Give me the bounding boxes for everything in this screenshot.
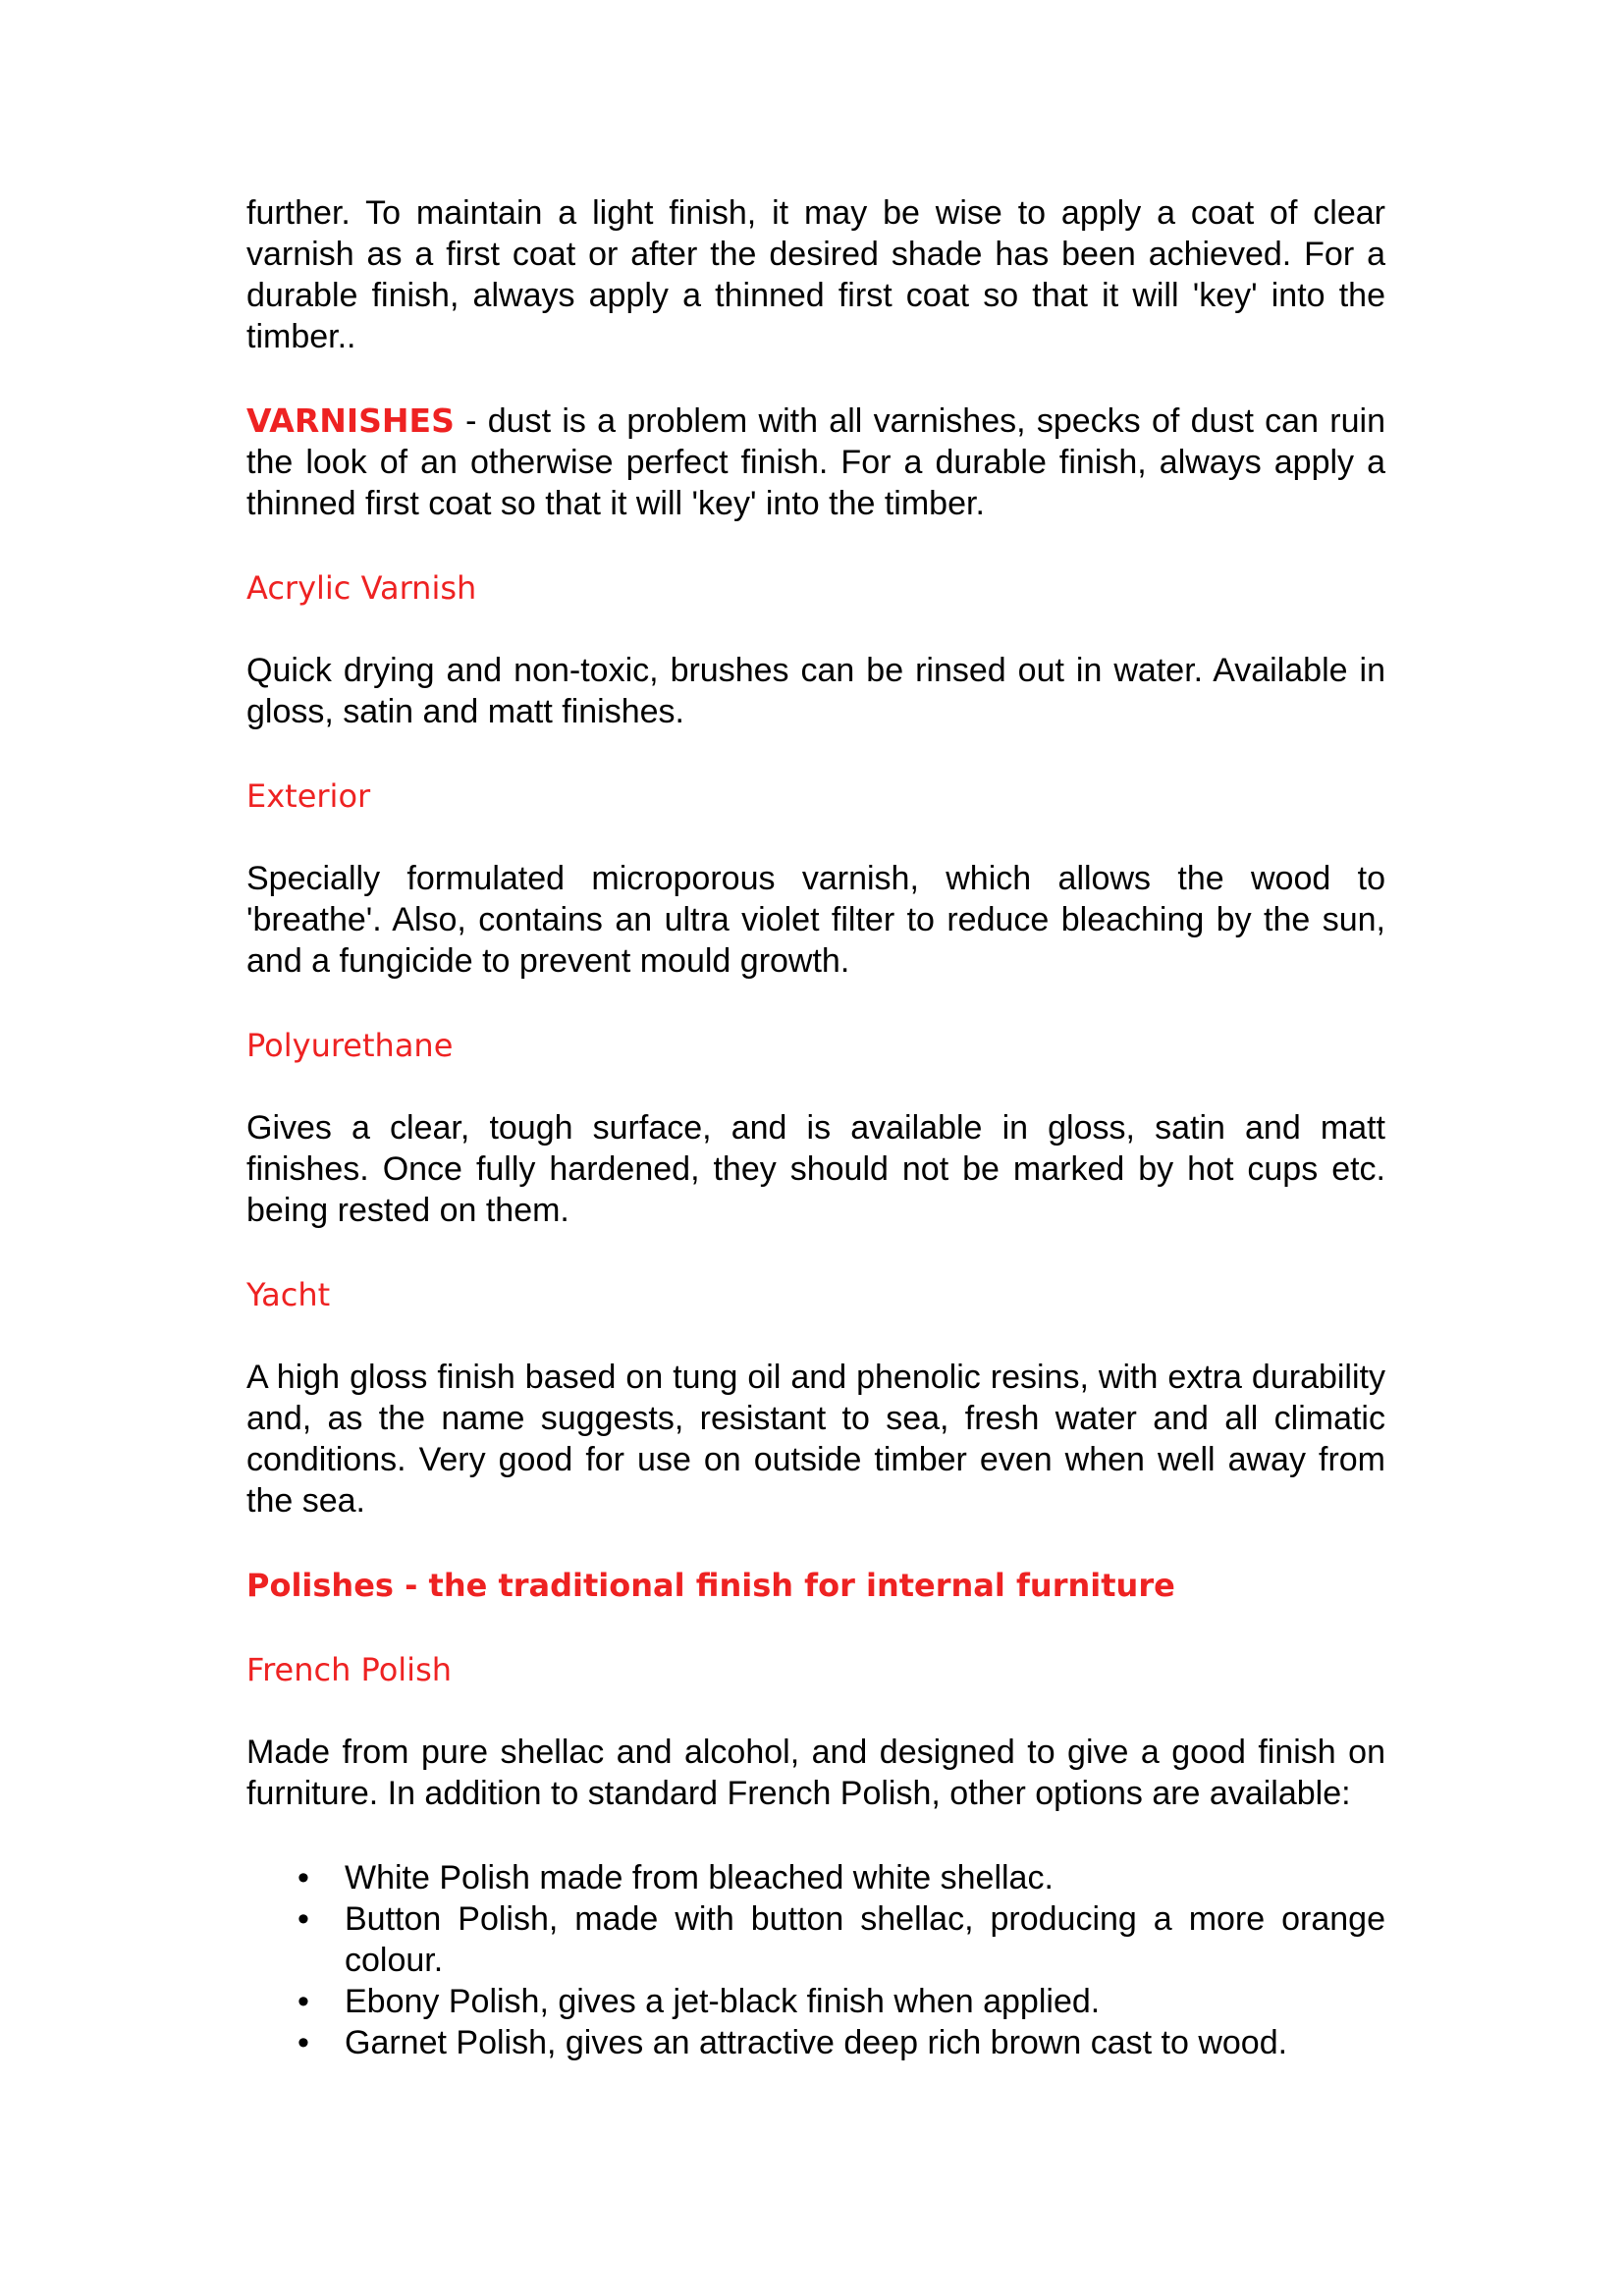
document-page — [246, 192, 1385, 2063]
section-text-acrylic-varnish: Quick drying and non-toxic, brushes can be rinsed out in water. Available in gloss, satin and matt finishes. — [246, 652, 1385, 730]
list-item — [246, 1981, 1385, 2022]
bullet-icon: • — [298, 1900, 309, 1938]
section-heading-yacht: Yacht — [246, 1276, 331, 1313]
list-item-text: Button Polish, made with button shellac, producing a more orange colour. — [345, 1900, 1385, 1979]
varnishes-paragraph — [246, 400, 1385, 524]
varnishes-lead: VARNISHES — [246, 401, 455, 440]
section-text-exterior: Specially formulated microporous varnish, which allows the wood to 'breathe'. Also, contains an ultra violet filter to reduce bleaching by the sun, and a fungicide to prevent mould growth. — [246, 860, 1385, 980]
section-text-yacht: A high gloss finish based on tung oil and phenolic resins, with extra durability and, as the name suggests, resistant to sea, fresh water and all climatic conditions. Very good for use on outside timber even when well away from the sea. — [246, 1359, 1385, 1520]
spacer — [246, 1231, 1385, 1274]
spacer — [246, 357, 1385, 400]
spacer — [246, 817, 1385, 858]
polishes-heading: Polishes - the traditional finish for internal furniture — [246, 1567, 1175, 1604]
spacer — [246, 1066, 1385, 1107]
list-item-text: Garnet Polish, gives an attractive deep rich brown cast to wood. — [345, 2024, 1288, 2061]
spacer — [246, 982, 1385, 1025]
bullet-icon: • — [298, 2024, 309, 2061]
polish-options-list — [246, 1857, 1385, 2063]
list-item — [246, 1898, 1385, 1981]
spacer — [246, 1814, 1385, 1857]
section-text-polyurethane: Gives a clear, tough surface, and is available in gloss, satin and matt finishes. Once fully hardened, they should not be marked by hot cups etc. being rested on them. — [246, 1109, 1385, 1229]
french-polish-text: Made from pure shellac and alcohol, and designed to give a good finish on furniture. In addition to standard French Polish, other options are available: — [246, 1734, 1385, 1812]
bullet-icon: • — [298, 1859, 309, 1896]
section-heading-polyurethane: Polyurethane — [246, 1027, 454, 1064]
spacer — [246, 609, 1385, 650]
spacer — [246, 524, 1385, 567]
list-item-text: Ebony Polish, gives a jet-black finish when applied. — [345, 1983, 1101, 2020]
list-item — [246, 1857, 1385, 1898]
spacer — [246, 1690, 1385, 1732]
intro-paragraph: further. To maintain a light finish, it may be wise to apply a coat of clear varnish as a first coat or after the desired shade has been achieved. For a durable finish, always apply a thinned first coat so that it will 'key' into the timber.. — [246, 194, 1385, 355]
french-polish-heading: French Polish — [246, 1651, 453, 1688]
spacer — [246, 1522, 1385, 1565]
section-heading-acrylic-varnish: Acrylic Varnish — [246, 569, 477, 607]
list-item — [246, 2022, 1385, 2063]
bullet-icon: • — [298, 1983, 309, 2020]
section-heading-exterior: Exterior — [246, 777, 371, 815]
varnishes-text: - dust is a problem with all varnishes, specks of dust can ruin the look of an otherwise perfect finish. For a durable finish, always apply a thinned first coat so that it will 'key' into the timber. — [246, 402, 1385, 522]
list-item-text: White Polish made from bleached white shellac. — [345, 1859, 1054, 1896]
spacer — [246, 1315, 1385, 1357]
spacer — [246, 1606, 1385, 1649]
spacer — [246, 732, 1385, 775]
